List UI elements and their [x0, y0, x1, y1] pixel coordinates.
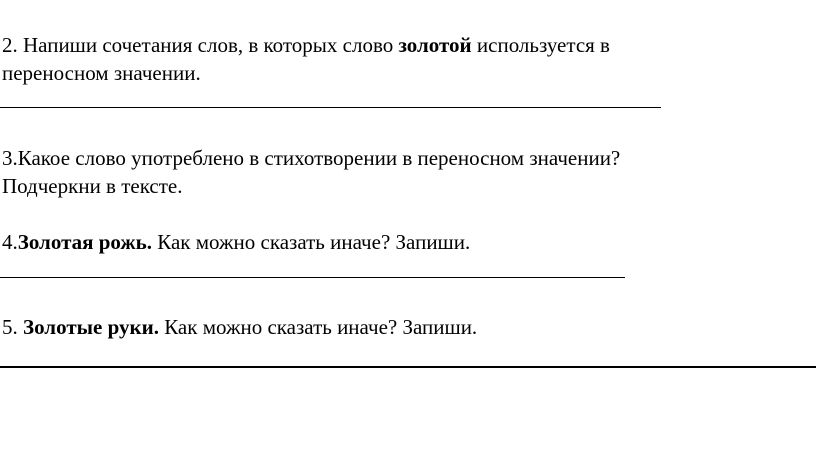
task2-keyword: золотой — [398, 33, 472, 57]
task5-answer-line[interactable] — [0, 366, 816, 368]
task5-phrase: Золотые руки. — [23, 315, 159, 339]
task2-suffix: используется в — [471, 33, 610, 57]
task5-number: 5. — [2, 315, 23, 339]
task2-line1 — [2, 33, 610, 57]
task2-answer-line[interactable] — [0, 107, 661, 108]
task3-line2: Подчеркни в тексте. — [2, 174, 183, 198]
task4-answer-line[interactable] — [0, 277, 625, 278]
task5-line — [2, 315, 477, 339]
task4-question: Как можно сказать иначе? Запиши. — [151, 230, 471, 254]
task4-line — [2, 230, 470, 254]
task5-question: Как можно сказать иначе? Запиши. — [158, 315, 478, 339]
task3-line1: 3.Какое слово употреблено в стихотворении в переносном значении? — [2, 146, 621, 170]
task4-phrase: Золотая рожь. — [17, 230, 152, 254]
task4-number: 4. — [2, 230, 18, 254]
task2-prefix: 2. Напиши сочетания слов, в которых слово — [2, 33, 399, 57]
task2-line2: переносном значении. — [2, 61, 201, 85]
